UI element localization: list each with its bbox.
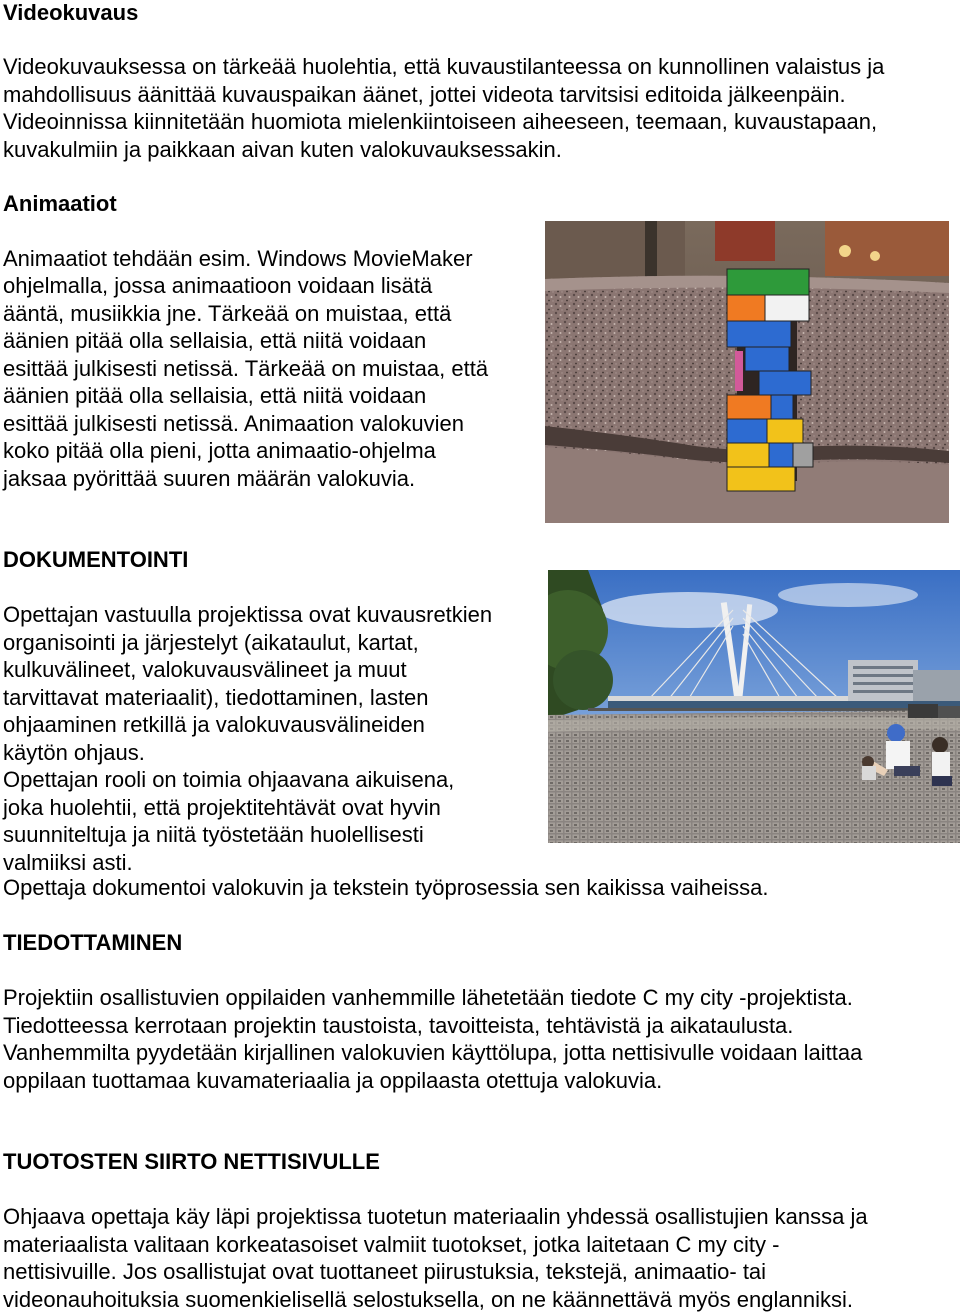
paragraph-line: joka huolehtii, että projektitehtävät ovat hyvin (3, 794, 441, 820)
paragraph-line: äänien pitää olla sellaisia, että niitä voidaan (3, 383, 427, 408)
paragraph-line: ääntä, musiikkia jne. Tärkeää on muistaa, että (3, 300, 452, 326)
paragraph-line: Opettaja dokumentoi valokuvin ja tekstein työprosessia sen kaikissa vaiheissa. (3, 875, 769, 900)
lego-photo (545, 221, 949, 523)
bridge-photo (548, 570, 960, 843)
paragraph-line: ohjelmalla, jossa animaatioon voidaan lisätä (3, 273, 433, 298)
paragraph-line: Animaatiot tehdään esim. Windows MovieMaker (3, 245, 473, 271)
paragraph-line: videonauhoituksia suomenkielisellä selostuksella, on ne käännettävä myös englanniksi. (3, 1286, 853, 1312)
paragraph-line: Vanhemmilta pyydetään kirjallinen valokuvien käyttölupa, jotta nettisivulle voidaan laittaa (3, 1040, 863, 1065)
heading-animaatiot: Animaatiot (3, 191, 117, 216)
paragraph-line: kuvakulmiin ja paikkaan aivan kuten valokuvauksessakin. (3, 136, 562, 162)
paragraph-line: tarvittavat materiaalit), tiedottaminen, lasten (3, 684, 429, 710)
paragraph-line: jaksaa pyörittää suuren määrän valokuvia. (3, 465, 416, 491)
paragraph-line: nettisivuille. Jos osallistujat ovat tuottaneet piirustuksia, tekstejä, animaatio- tai (3, 1259, 767, 1284)
heading-tuotosten-siirto: TUOTOSTEN SIIRTO NETTISIVULLE (3, 1149, 380, 1174)
paragraph-line: ohjaaminen retkillä ja valokuvausvälineiden (3, 712, 425, 737)
heading-tiedottaminen: TIEDOTTAMINEN (3, 930, 183, 955)
paragraph-line: Videokuvauksessa on tärkeää huolehtia, että kuvaustilanteessa on kunnollinen valaistus ja (3, 54, 885, 79)
paragraph-line: Projektiin osallistuvien oppilaiden vanhemmille lähetetään tiedote C my city -projektista. (3, 985, 853, 1010)
paragraph-line: organisointi ja järjestelyt (aikataulut, kartat, (3, 629, 419, 655)
paragraph-line: oppilaan tuottamaa kuvamateriaalia ja oppilaasta otettuja valokuvia. (3, 1067, 663, 1093)
paragraph-line: koko pitää olla pieni, jotta animaatio-ohjelma (3, 438, 436, 463)
paragraph-line: materiaalista valitaan korkeatasoiset valmiit tuotokset, jotka laitetaan C my city - (3, 1231, 780, 1257)
paragraph-line: Tiedotteessa kerrotaan projektin taustoista, tavoitteista, tehtävistä ja aikataulusta. (3, 1012, 794, 1038)
paragraph-line: käytön ohjaus. (3, 739, 145, 765)
paragraph-line: esittää julkisesti netissä. Animaation valokuvien (3, 410, 465, 436)
paragraph-line: Opettajan rooli on toimia ohjaavana aikuisena, (3, 767, 455, 792)
paragraph-line: Ohjaava opettaja käy läpi projektissa tuotetun materiaalin yhdessä osallistujien kanssa ja (3, 1204, 868, 1229)
paragraph-line: Videoinnissa kiinnitetään huomiota mielenkiintoiseen aiheeseen, teemaan, kuvaustapaan, (3, 109, 878, 134)
heading-videokuvaus: Videokuvaus (3, 0, 139, 25)
paragraph-line: kulkuvälineet, valokuvausvälineet ja muut (3, 657, 407, 682)
paragraph-line: äänien pitää olla sellaisia, että niitä voidaan (3, 328, 427, 353)
paragraph-line: valmiiksi asti. (3, 849, 133, 875)
paragraph-line: esittää julkisesti netissä. Tärkeää on muistaa, että (3, 355, 489, 381)
heading-dokumentointi: DOKUMENTOINTI (3, 547, 189, 572)
paragraph-line: mahdollisuus äänittää kuvauspaikan äänet, jottei videota tarvitsisi editoida jälkeenpäin. (3, 81, 846, 107)
paragraph-line: suunniteltuja ja niitä työstetään huolellisesti (3, 822, 424, 847)
paragraph-line: Opettajan vastuulla projektissa ovat kuvausretkien (3, 602, 493, 627)
